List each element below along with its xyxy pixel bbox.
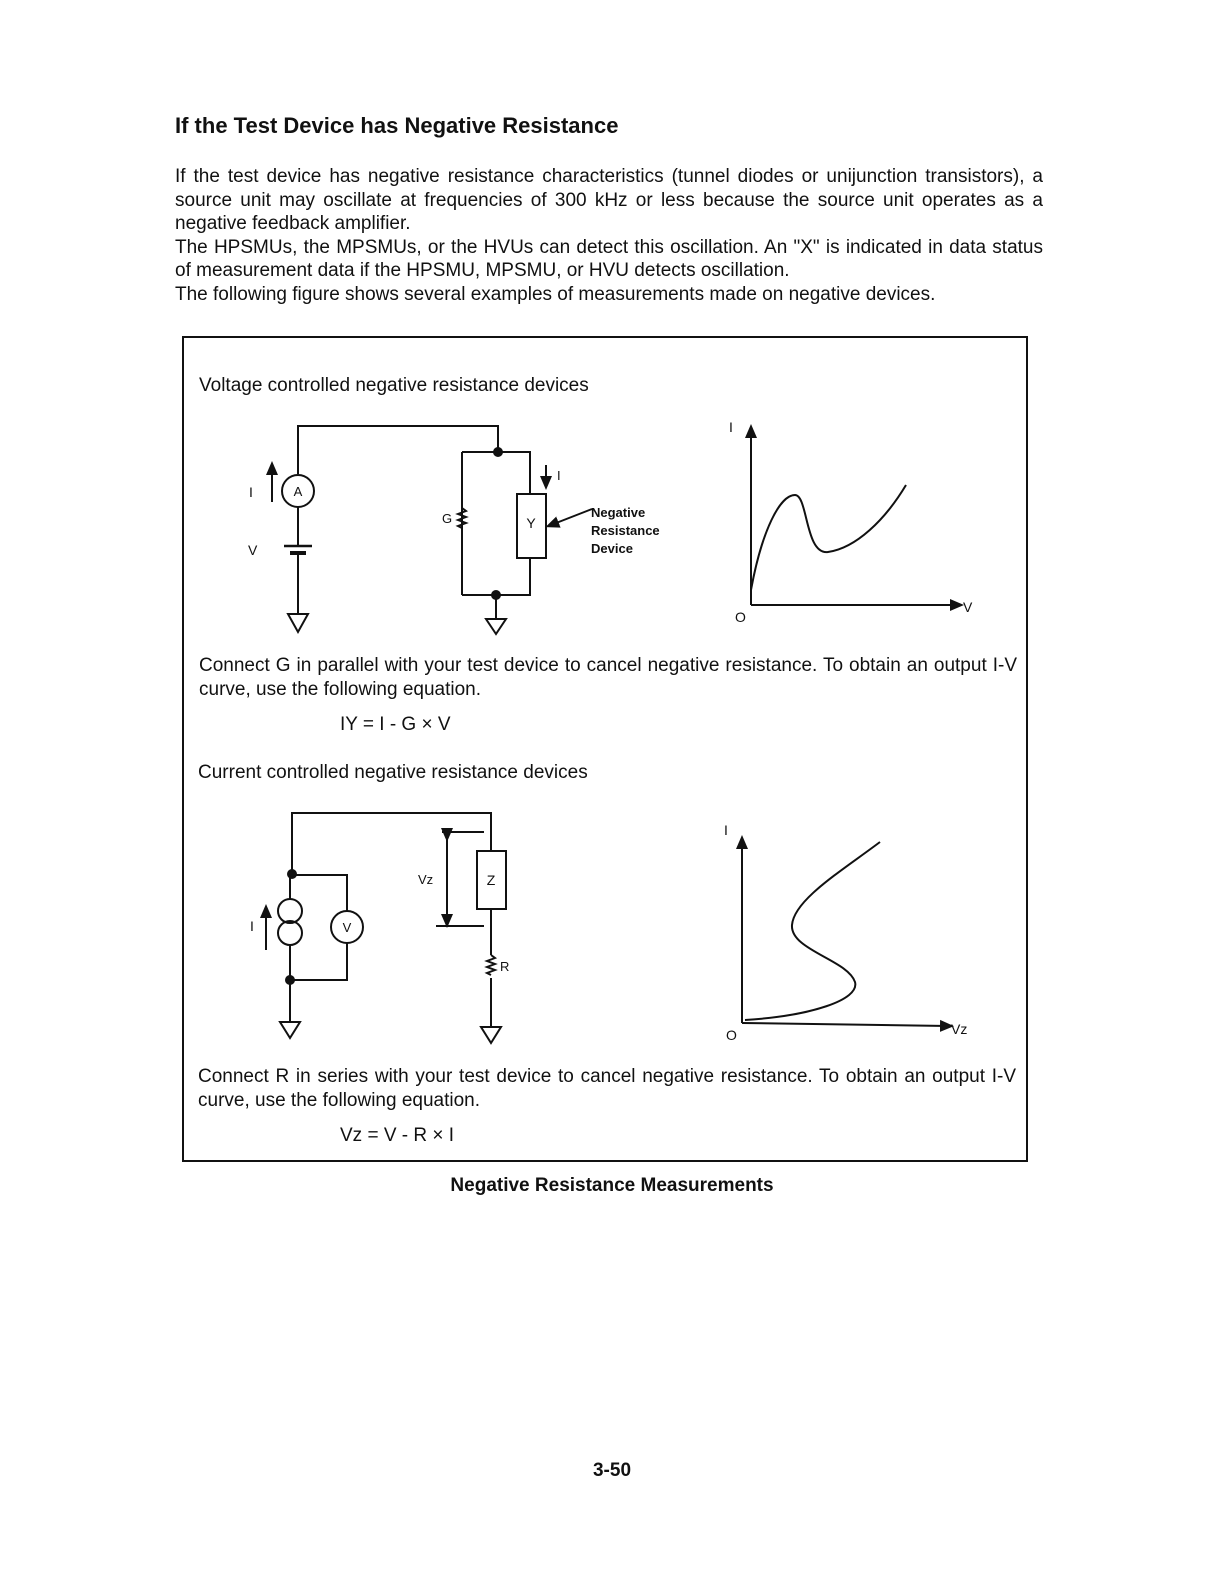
callout-line-3: Device [591,541,633,556]
page-number: 3-50 [592,1460,632,1481]
voltmeter-label: V [342,920,352,935]
graph-y-label: I [724,822,728,838]
callout-pointer-icon [551,509,592,525]
callout-line-1: Negative [591,505,646,520]
device-y-label: Y [526,515,536,531]
current-section-description: Connect R in series with your test device to cancel negative resistance. To obtain an output I-V curve, use the following equation. [198,1066,1016,1111]
iv-curve [745,842,880,1020]
graph-origin-label: O [726,1027,737,1043]
circuit-label-current: I [250,918,254,934]
voltage-iv-graph [751,430,958,605]
graph-y-label: I [729,419,733,435]
ammeter-label: A [293,484,303,499]
iv-curve [751,485,906,590]
current-circuit [266,813,506,1043]
ground-icon [280,1022,300,1038]
resistor-label: R [500,959,510,974]
voltage-circuit [272,426,592,634]
ground-icon [288,614,308,632]
device-voltage-label: Vz [418,872,434,887]
voltage-section-title: Voltage controlled negative resistance devices [199,375,589,396]
junction-dot-bottom [286,976,294,984]
voltage-section-description: Connect G in parallel with your test device to cancel negative resistance. To obtain an output I-V curve, use the following equation. [199,655,1017,700]
intro-paragraph-2: The HPSMUs, the MPSMUs, or the HVUs can detect this oscillation. An "X" is indicated in data status of measurement data if the HPSMU, MPSMU, or HVU detects oscillation. [175,236,1043,281]
ground-icon [481,1027,501,1043]
callout-line-2: Resistance [591,523,660,538]
graph-x-label: V [963,599,973,615]
conductance-label: G [442,511,453,526]
circuit-label-current: I [249,484,253,500]
junction-dot-top [288,870,296,878]
current-equation: Vz = V - R × I [340,1125,455,1146]
intro-paragraph-3: The following figure shows several examples of measurements made on negative devices. [175,283,936,305]
junction-dot-top [494,448,502,456]
voltage-equation: IY = I - G × V [340,714,451,735]
resistor-r-icon [487,955,495,975]
ground-icon [486,619,506,634]
current-section-title: Current controlled negative resistance devices [198,762,588,783]
intro-paragraph-1: If the test device has negative resistance characteristics (tunnel diodes or unijunction transistors), a source unit may oscillate at frequencies of 300 kHz or less because the source unit operates as a negative feedback amplifier. [175,166,1043,234]
current-source-icon [278,899,302,923]
circuit-label-voltage: V [248,542,258,558]
device-z-label: Z [486,872,496,888]
graph-origin-label: O [735,609,746,625]
section-heading: If the Test Device has Negative Resistance [175,113,619,138]
x-axis [742,1023,948,1026]
graph-x-label: Vz [951,1021,968,1037]
current-iv-graph [742,841,948,1026]
figure-caption: Negative Resistance Measurements [450,1175,774,1196]
device-current-label: I [557,468,561,483]
